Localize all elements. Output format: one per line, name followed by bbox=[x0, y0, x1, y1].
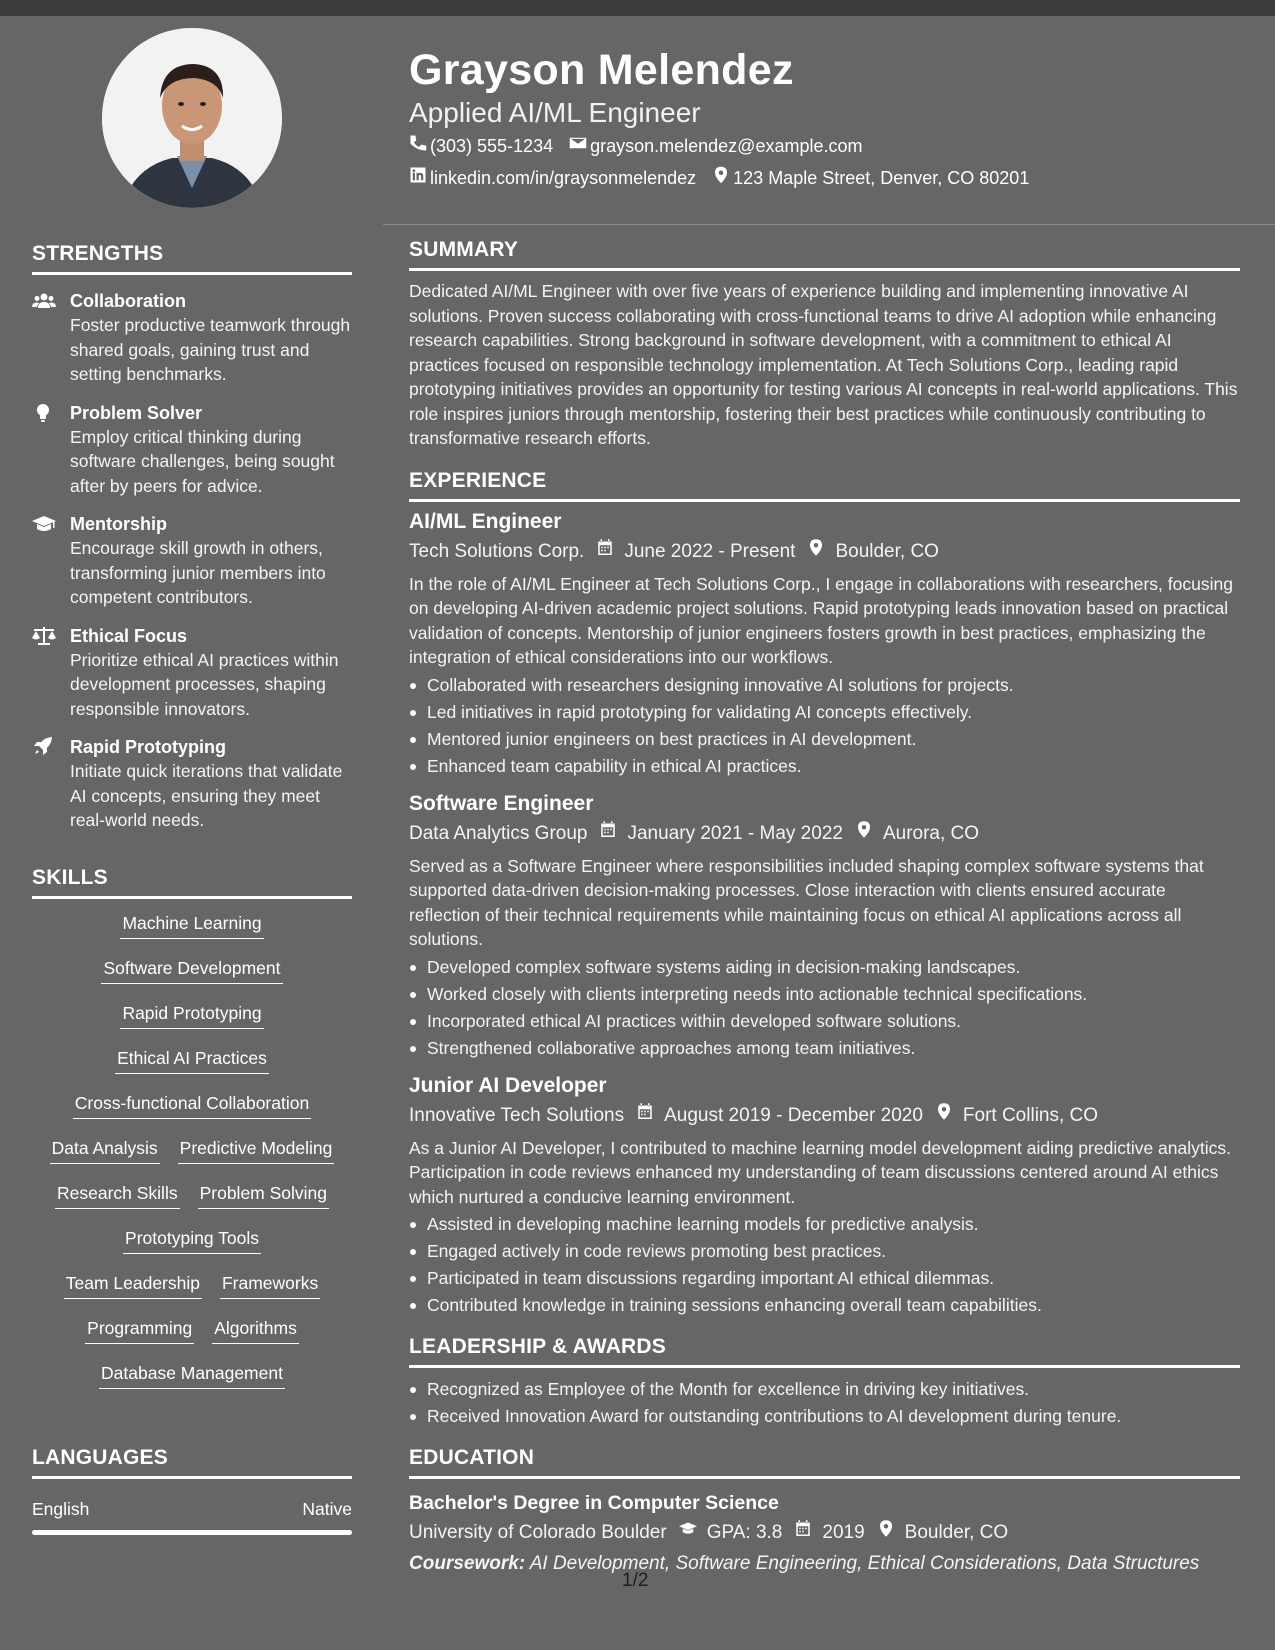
strength-desc: Initiate quick iterations that validate AI concepts, ensuring they meet real-world needs. bbox=[70, 761, 343, 830]
strength-item bbox=[32, 735, 352, 833]
skill-tag: Team Leadership bbox=[64, 1271, 202, 1299]
map-pin-icon bbox=[712, 162, 730, 194]
strength-title: Ethical Focus bbox=[70, 625, 188, 646]
job-location: Fort Collins, CO bbox=[962, 1104, 1099, 1126]
scale-icon bbox=[32, 633, 56, 650]
job-description: As a Junior AI Developer, I contributed to machine learning model development aiding predictive analytics. Participation in code reviews enhanced my understanding of team discussions centered around AI ethics which nurtured a conducive learning environment. bbox=[409, 1137, 1231, 1207]
lightbulb-icon bbox=[32, 410, 56, 427]
skill-tag: Cross-functional Collaboration bbox=[73, 1091, 311, 1119]
language-name: English bbox=[32, 1499, 90, 1519]
job-entry bbox=[409, 790, 1240, 1062]
envelope-icon bbox=[569, 130, 587, 162]
main-content bbox=[409, 16, 1240, 1579]
summary-heading: SUMMARY bbox=[409, 238, 1240, 271]
list-item: Worked closely with clients interpreting needs into actionable technical specifications. bbox=[409, 981, 1240, 1008]
skills-heading: SKILLS bbox=[32, 866, 352, 899]
avatar bbox=[102, 28, 282, 208]
job-entry bbox=[409, 1072, 1240, 1320]
job-title: Software Engineer bbox=[409, 791, 594, 815]
map-pin-icon bbox=[877, 1517, 895, 1549]
experience-heading: EXPERIENCE bbox=[409, 469, 1240, 502]
skill-tag: Rapid Prototyping bbox=[120, 1001, 263, 1029]
school-name: University of Colorado Boulder bbox=[409, 1522, 667, 1543]
candidate-name: Grayson Melendez bbox=[409, 46, 794, 94]
skill-tag: Prototyping Tools bbox=[123, 1226, 261, 1254]
rocket-icon bbox=[32, 744, 56, 761]
strengths-section bbox=[32, 242, 352, 833]
map-pin-icon bbox=[855, 818, 873, 850]
awards-list bbox=[409, 1376, 1240, 1430]
strength-desc: Encourage skill growth in others, transforming junior members into competent contributors. bbox=[70, 538, 326, 607]
page-number: 1/2 bbox=[622, 1570, 649, 1591]
education-heading: EDUCATION bbox=[409, 1446, 1240, 1479]
top-bar bbox=[0, 0, 1275, 16]
job-entry bbox=[409, 508, 1240, 780]
job-location: Boulder, CO bbox=[835, 540, 939, 562]
list-item: Mentored junior engineers on best practices in AI development. bbox=[409, 726, 1240, 753]
skill-tag: Software Development bbox=[101, 956, 282, 984]
skill-tag: Ethical AI Practices bbox=[115, 1046, 269, 1074]
graduation-cap-icon bbox=[32, 521, 56, 538]
strength-item bbox=[32, 401, 352, 499]
strengths-heading: STRENGTHS bbox=[32, 242, 352, 275]
strength-desc: Employ critical thinking during software challenges, being sought after by peers for advice. bbox=[70, 426, 335, 496]
calendar-icon bbox=[794, 1517, 812, 1549]
skill-tag: Research Skills bbox=[55, 1181, 180, 1209]
graduation-year: 2019 bbox=[822, 1522, 865, 1543]
job-dates: January 2021 - May 2022 bbox=[627, 822, 843, 844]
strength-item bbox=[32, 624, 352, 722]
job-meta bbox=[409, 818, 1240, 850]
contact-row-1 bbox=[409, 130, 1240, 162]
summary-text: Dedicated AI/ML Engineer with over five years of experience building and implementing innovative AI solutions. Proven success collaborating with cross-functional teams to drive AI adoption while enhancing research capabilities. Strong background in software development, with a commitment to ethical AI practices focused on responsible technology implementation. At Tech Solutions Corp., leading rapid prototyping initiatives provides an opportunity for testing various AI concepts in real-world applications. This role inspires juniors through mentorship, fostering their best practices while continuously contributing to transformative research efforts. bbox=[409, 281, 1238, 448]
strength-title: Problem Solver bbox=[70, 402, 203, 423]
linkedin-icon bbox=[409, 162, 427, 194]
job-title: AI/ML Engineer bbox=[409, 509, 562, 533]
list-item: Contributed knowledge in training sessions enhancing overall team capabilities. bbox=[409, 1292, 1240, 1319]
job-meta bbox=[409, 536, 1240, 568]
job-company: Innovative Tech Solutions bbox=[409, 1104, 625, 1126]
candidate-title: Applied AI/ML Engineer bbox=[409, 97, 701, 128]
calendar-icon bbox=[636, 1100, 654, 1132]
skill-tag: Database Management bbox=[99, 1361, 285, 1389]
list-item: Led initiatives in rapid prototyping for validating AI concepts effectively. bbox=[409, 699, 1240, 726]
job-bullets bbox=[409, 954, 1240, 1062]
coursework-label: Coursework: bbox=[409, 1553, 526, 1574]
education-section bbox=[409, 1446, 1240, 1579]
coursework-text: AI Development, Software Engineering, Ethical Considerations, Data Structures bbox=[529, 1553, 1200, 1574]
list-item: Engaged actively in code reviews promoting best practices. bbox=[409, 1238, 1240, 1265]
strength-desc: Prioritize ethical AI practices within development processes, shaping responsible innovators. bbox=[70, 649, 339, 719]
job-meta bbox=[409, 1100, 1240, 1132]
job-description: In the role of AI/ML Engineer at Tech Solutions Corp., I engage in collaborations with researchers, focusing on developing AI-driven academic project solutions. Rapid prototyping leads innovation based on practical validation of concepts. Mentorship of junior engineers fosters growth in best practices, emphasizing the integration of ethical considerations into our workflows. bbox=[409, 573, 1233, 667]
education-meta bbox=[409, 1517, 1240, 1549]
job-bullets bbox=[409, 1211, 1240, 1319]
skill-tag: Programming bbox=[85, 1316, 194, 1344]
list-item: Collaborated with researchers designing innovative AI solutions for projects. bbox=[409, 672, 1240, 699]
skill-tag: Predictive Modeling bbox=[178, 1136, 335, 1164]
list-item: Recognized as Employee of the Month for excellence in driving key initiatives. bbox=[409, 1376, 1240, 1403]
strength-title: Mentorship bbox=[70, 514, 167, 534]
school-location: Boulder, CO bbox=[904, 1522, 1009, 1543]
language-item bbox=[32, 1499, 352, 1520]
experience-section bbox=[409, 469, 1240, 1320]
skills-section bbox=[32, 866, 352, 1406]
map-pin-icon bbox=[935, 1100, 953, 1132]
calendar-icon bbox=[596, 536, 614, 568]
strength-item bbox=[32, 289, 352, 387]
languages-section bbox=[32, 1446, 352, 1535]
language-level: Native bbox=[302, 1499, 352, 1519]
language-proficiency-bar bbox=[32, 1530, 352, 1535]
list-item: Participated in team discussions regarding important AI ethical dilemmas. bbox=[409, 1265, 1240, 1292]
linkedin-text[interactable]: linkedin.com/in/graysonmelendez bbox=[430, 168, 697, 188]
degree-title: Bachelor's Degree in Computer Science bbox=[409, 1492, 779, 1514]
graduation-cap-icon bbox=[679, 1517, 697, 1549]
awards-section bbox=[409, 1335, 1240, 1430]
job-description: Served as a Software Engineer where responsibilities included shaping complex software systems that supported data-driven decision-making processes. Close interaction with clients ensured accurate reflection of their technical requirements while maintaining focus on ethical AI applications across all solutions. bbox=[409, 855, 1204, 949]
list-item: Assisted in developing machine learning models for predictive analysis. bbox=[409, 1211, 1240, 1238]
job-dates: June 2022 - Present bbox=[624, 540, 796, 562]
phone-icon bbox=[409, 130, 427, 162]
calendar-icon bbox=[599, 818, 617, 850]
job-company: Data Analytics Group bbox=[409, 822, 588, 844]
job-bullets bbox=[409, 672, 1240, 780]
list-item: Received Innovation Award for outstanding contributions to AI development during tenure. bbox=[409, 1403, 1240, 1430]
skill-tag: Machine Learning bbox=[120, 911, 263, 939]
phone-text[interactable]: (303) 555-1234 bbox=[430, 136, 554, 156]
skill-tag: Data Analysis bbox=[50, 1136, 160, 1164]
job-dates: August 2019 - December 2020 bbox=[664, 1104, 923, 1126]
strength-title: Collaboration bbox=[70, 291, 186, 311]
list-item: Strengthened collaborative approaches among team initiatives. bbox=[409, 1035, 1240, 1062]
list-item: Incorporated ethical AI practices within developed software solutions. bbox=[409, 1008, 1240, 1035]
strength-item bbox=[32, 512, 352, 610]
coursework bbox=[409, 1549, 1240, 1579]
gpa-text: GPA: 3.8 bbox=[706, 1522, 783, 1543]
contact-row-2 bbox=[409, 162, 1240, 194]
languages-heading: LANGUAGES bbox=[32, 1446, 352, 1479]
job-location: Aurora, CO bbox=[882, 822, 980, 844]
strength-title: Rapid Prototyping bbox=[70, 737, 226, 757]
skill-tag: Algorithms bbox=[212, 1316, 299, 1344]
list-item: Enhanced team capability in ethical AI practices. bbox=[409, 753, 1240, 780]
map-pin-icon bbox=[807, 536, 825, 568]
users-icon bbox=[32, 298, 56, 315]
list-item: Developed complex software systems aiding in decision-making landscapes. bbox=[409, 954, 1240, 981]
skill-tag: Frameworks bbox=[220, 1271, 320, 1299]
address-text: 123 Maple Street, Denver, CO 80201 bbox=[733, 168, 1030, 188]
strength-desc: Foster productive teamwork through shared goals, gaining trust and setting benchmarks. bbox=[70, 315, 351, 384]
email-text[interactable]: grayson.melendez@example.com bbox=[590, 136, 863, 156]
job-company: Tech Solutions Corp. bbox=[409, 540, 585, 562]
summary-section bbox=[409, 238, 1240, 451]
skill-tag: Problem Solving bbox=[198, 1181, 329, 1209]
job-title: Junior AI Developer bbox=[409, 1073, 607, 1097]
awards-heading: LEADERSHIP & AWARDS bbox=[409, 1335, 1240, 1368]
